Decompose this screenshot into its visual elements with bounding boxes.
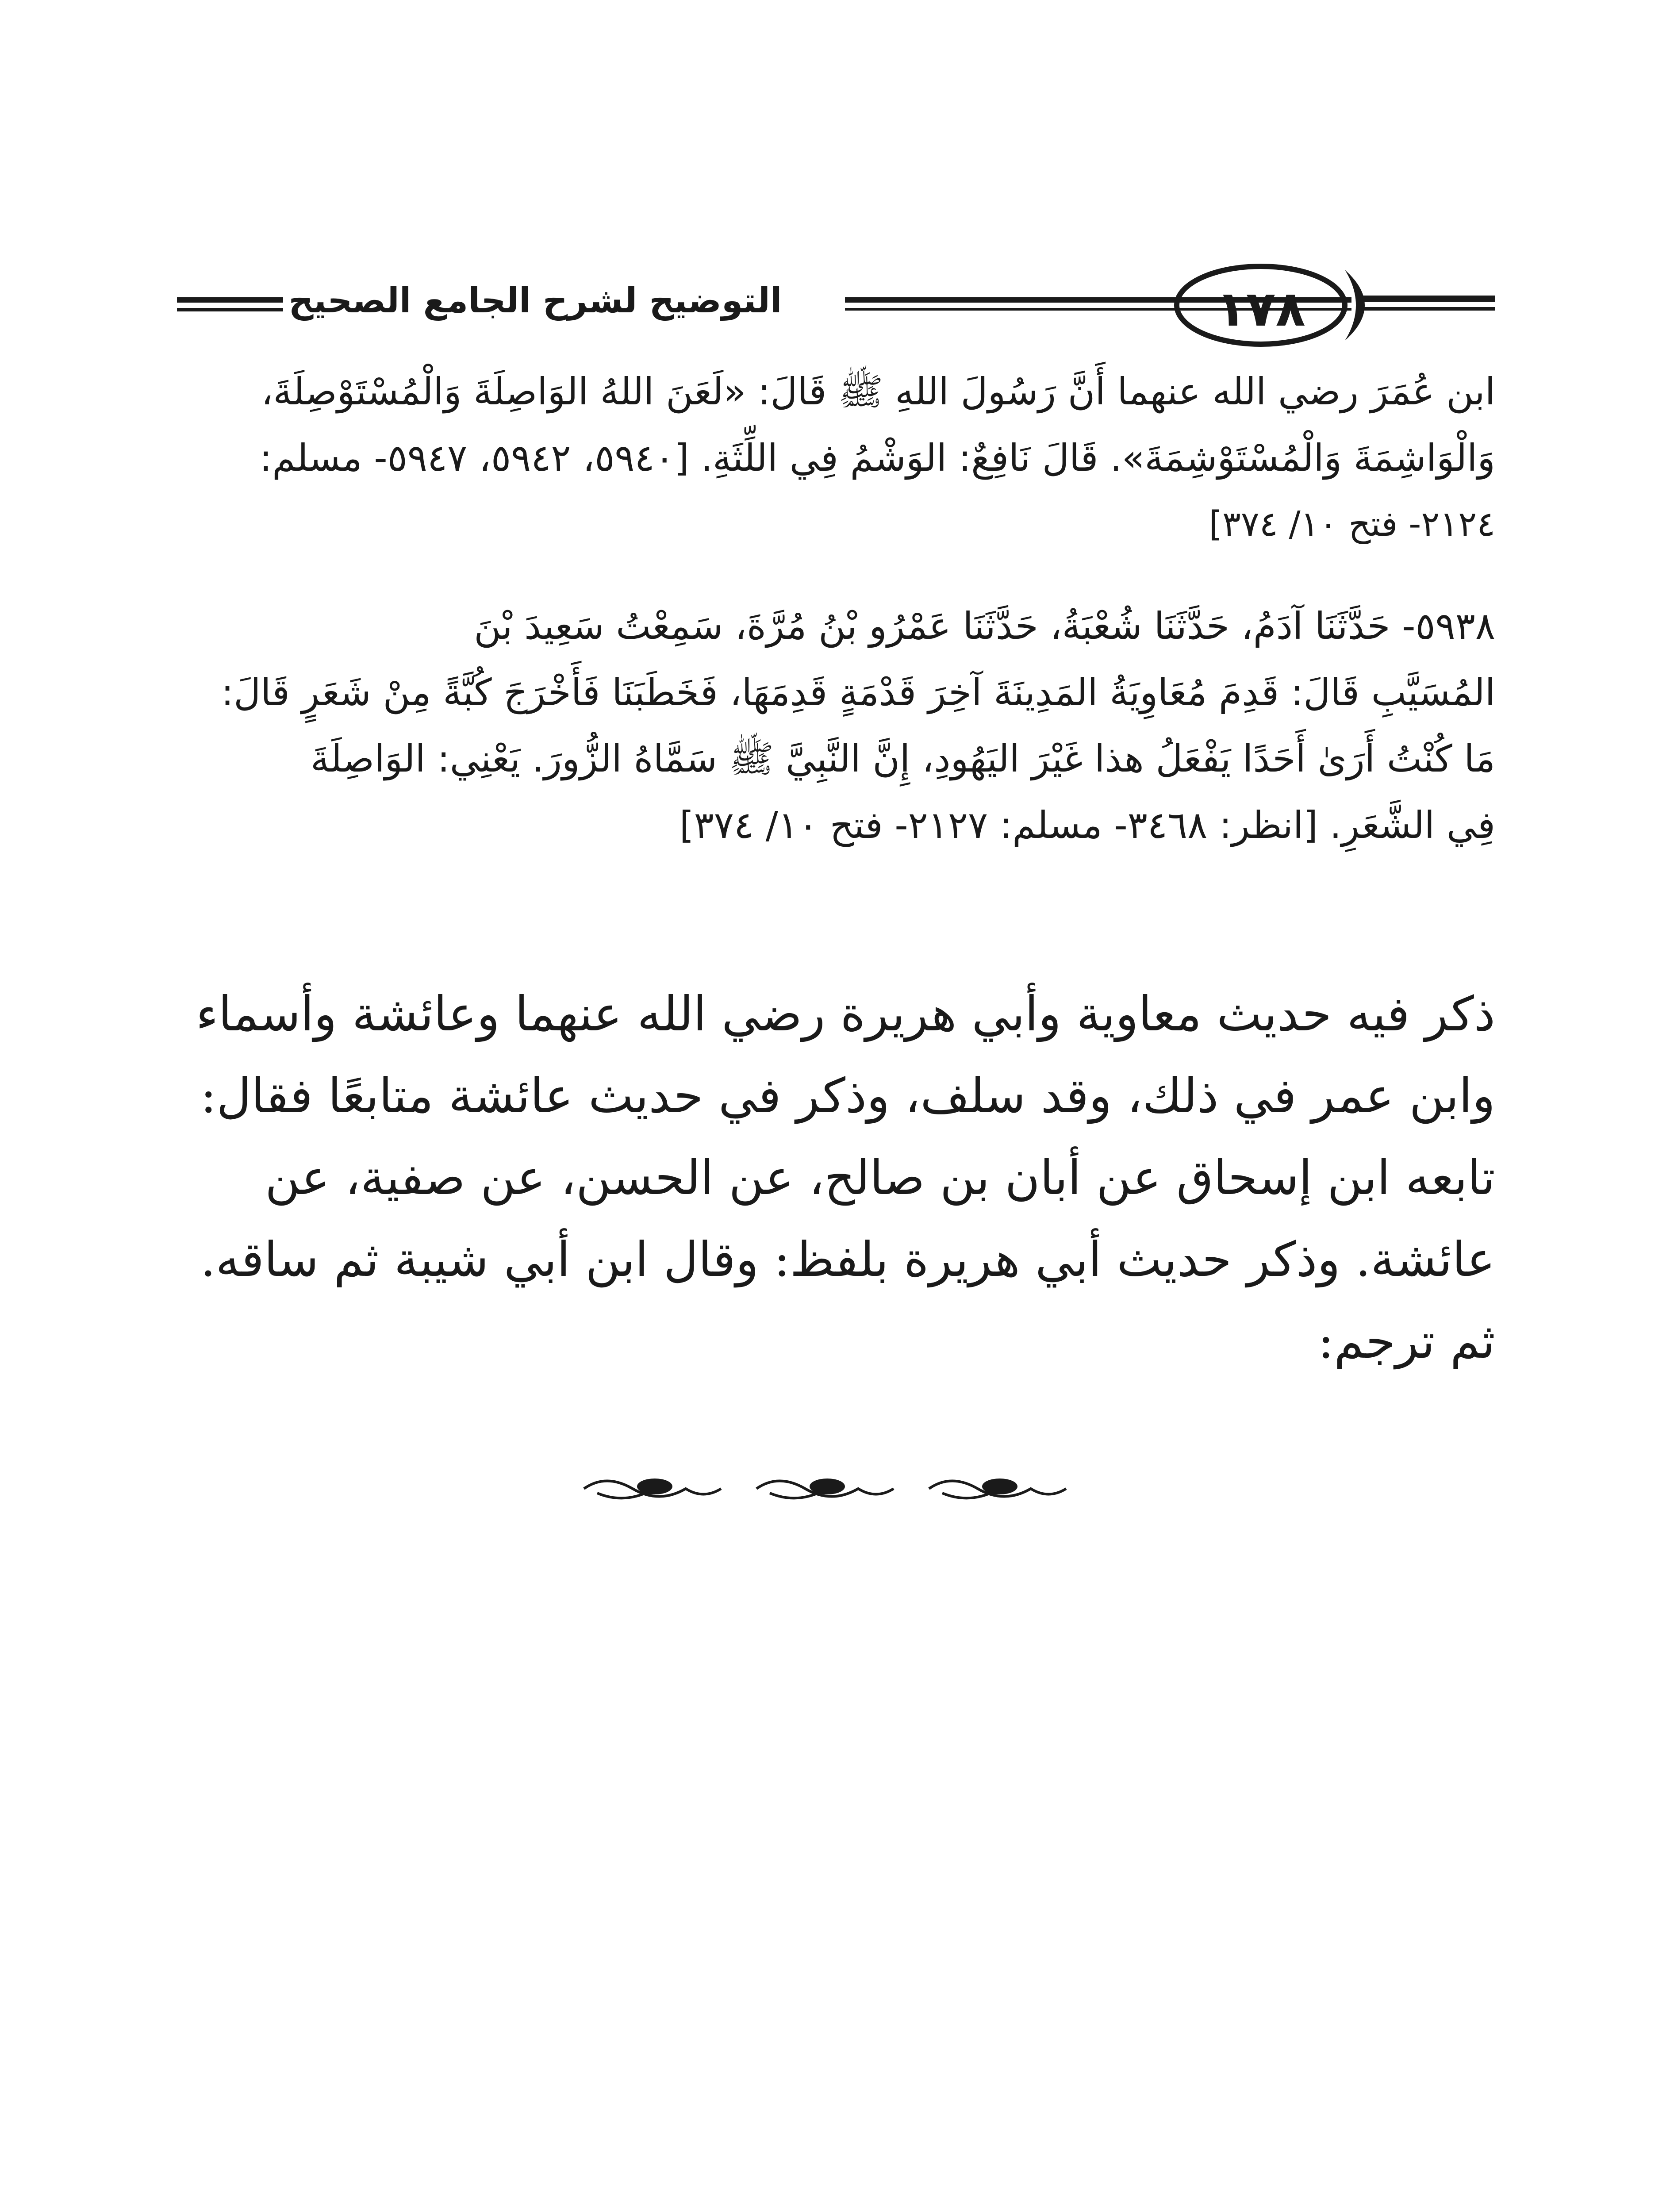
commentary-line: تابعه ابن إسحاق عن أبان بن صالح، عن الحسن، عن صفية، عن: [265, 1150, 1495, 1206]
commentary-paragraph: [173, 973, 1495, 1382]
running-title: التوضيح لشرح الجامع الصحيح: [288, 281, 782, 321]
hadith-line: فِي الشَّعَرِ. [انظر: ٣٤٦٨- مسلم: ٢١٢٧- فتح ١٠/ ٣٧٤]: [679, 803, 1495, 847]
hadith-reference: ٢١٢٤- فتح ١٠/ ٣٧٤]: [1209, 504, 1495, 544]
section-end-ornament: [571, 1469, 1102, 1509]
hadith-line: وَالْوَاشِمَةَ وَالْمُسْتَوْشِمَةَ». قَالَ نَافِعٌ: الوَشْمُ فِي اللِّثَةِ. [٥٩٤٠، ٥٩٤٢، ٥٩٤٧- مسلم:: [259, 436, 1495, 480]
commentary-line: ذكر فيه حديث معاوية وأبي هريرة رضي الله عنهما وعائشة وأسماء: [196, 987, 1495, 1042]
page-number: ١٧٨: [1216, 280, 1305, 337]
commentary-line: وابن عمر في ذلك، وقد سلف، وذكر في حديث عائشة متابعًا فقال:: [200, 1068, 1495, 1124]
hadith-line: المُسَيَّبِ قَالَ: قَدِمَ مُعَاوِيَةُ المَدِينَةَ آخِرَ قَدْمَةٍ قَدِمَهَا، فَخَطَبَنَا فَأَخْرَجَ كُبَّةً مِنْ شَعَرٍ قَالَ:: [221, 671, 1495, 714]
hadith-line: مَا كُنْتُ أَرَىٰ أَحَدًا يَفْعَلُ هذا غَيْرَ اليَهُودِ، إِنَّ النَّبِيَّ ﷺ سَمَّاهُ الزُّورَ. يَعْنِي: الوَاصِلَةَ: [310, 737, 1495, 780]
hadith-5937-tail: [173, 358, 1495, 557]
hadith-line: ٥٩٣٨- حَدَّثَنَا آدَمُ، حَدَّثَنَا شُعْبَةُ، حَدَّثَنَا عَمْرُو بْنُ مُرَّةَ، سَمِعْتُ سَعِيدَ بْنَ: [474, 604, 1495, 648]
commentary-line: عائشة. وذكر حديث أبي هريرة بلفظ: وقال ابن أبي شيبة ثم ساقه.: [200, 1232, 1495, 1287]
hadith-line: ابن عُمَرَ رضي الله عنهما أَنَّ رَسُولَ اللهِ ﷺ قَالَ: «لَعَنَ اللهُ الوَاصِلَةَ وَالْمُسْتَوْصِلَةَ،: [261, 370, 1495, 413]
hadith-5938: [173, 593, 1495, 858]
commentary-line: ثم ترجم:: [1318, 1314, 1495, 1369]
